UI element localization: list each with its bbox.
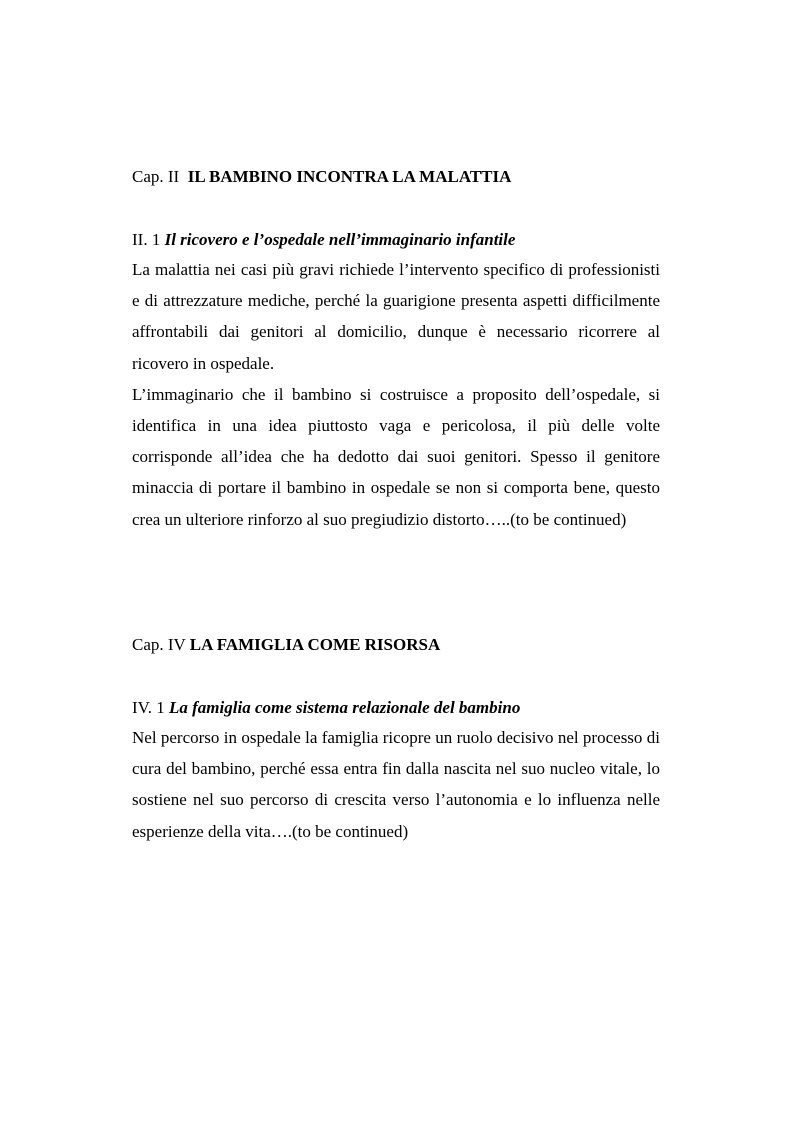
section-number: II. 1 <box>132 230 161 249</box>
chapter-title: IL BAMBINO INCONTRA LA MALATTIA <box>187 167 512 186</box>
section-number: IV. 1 <box>132 698 165 717</box>
section-body-4-1 <box>132 722 660 847</box>
body-paragraph: La malattia nei casi più gravi richiede l’intervento specifico di professionisti e di attrezzature mediche, perché la guarigione presenta aspetti difficilmente affrontabili dai genitori al domicilio, dunque è necessario ricorrere al ricovero in ospedale. <box>132 260 660 373</box>
chapter-label: Cap. II <box>132 167 180 186</box>
body-paragraph: Nel percorso in ospedale la famiglia ricopre un ruolo decisivo nel processo di cura del bambino, perché essa entra fin dalla nascita nel suo nucleo vitale, lo sostiene nel suo percorso di crescita verso l’autonomia e lo influenza nelle esperienze della vita….(to be continued) <box>132 728 660 841</box>
section-body-2-1 <box>132 254 660 535</box>
chapter-title: LA FAMIGLIA COME RISORSA <box>189 635 441 654</box>
chapter-label: Cap. IV <box>132 635 186 654</box>
body-paragraph: L’immaginario che il bambino si costruisce a proposito dell’ospedale, si identifica in una idea piuttosto vaga e pericolosa, il più delle volte corrisponde all’idea che ha dedotto dai suoi genitori. Spesso il genitore minaccia di portare il bambino in ospedale se non si comporta bene, questo crea un ulteriore rinforzo al suo pregiudizio distorto…..(to be continued) <box>132 384 660 529</box>
section-title: Il ricovero e l’ospedale nell’immaginario infantile <box>164 230 516 249</box>
section-heading-4-1 <box>132 696 660 720</box>
chapter-heading-2 <box>132 165 660 189</box>
section-title: La famiglia come sistema relazionale del bambino <box>169 698 521 717</box>
section-heading-2-1 <box>132 228 660 252</box>
chapter-heading-4 <box>132 633 660 657</box>
